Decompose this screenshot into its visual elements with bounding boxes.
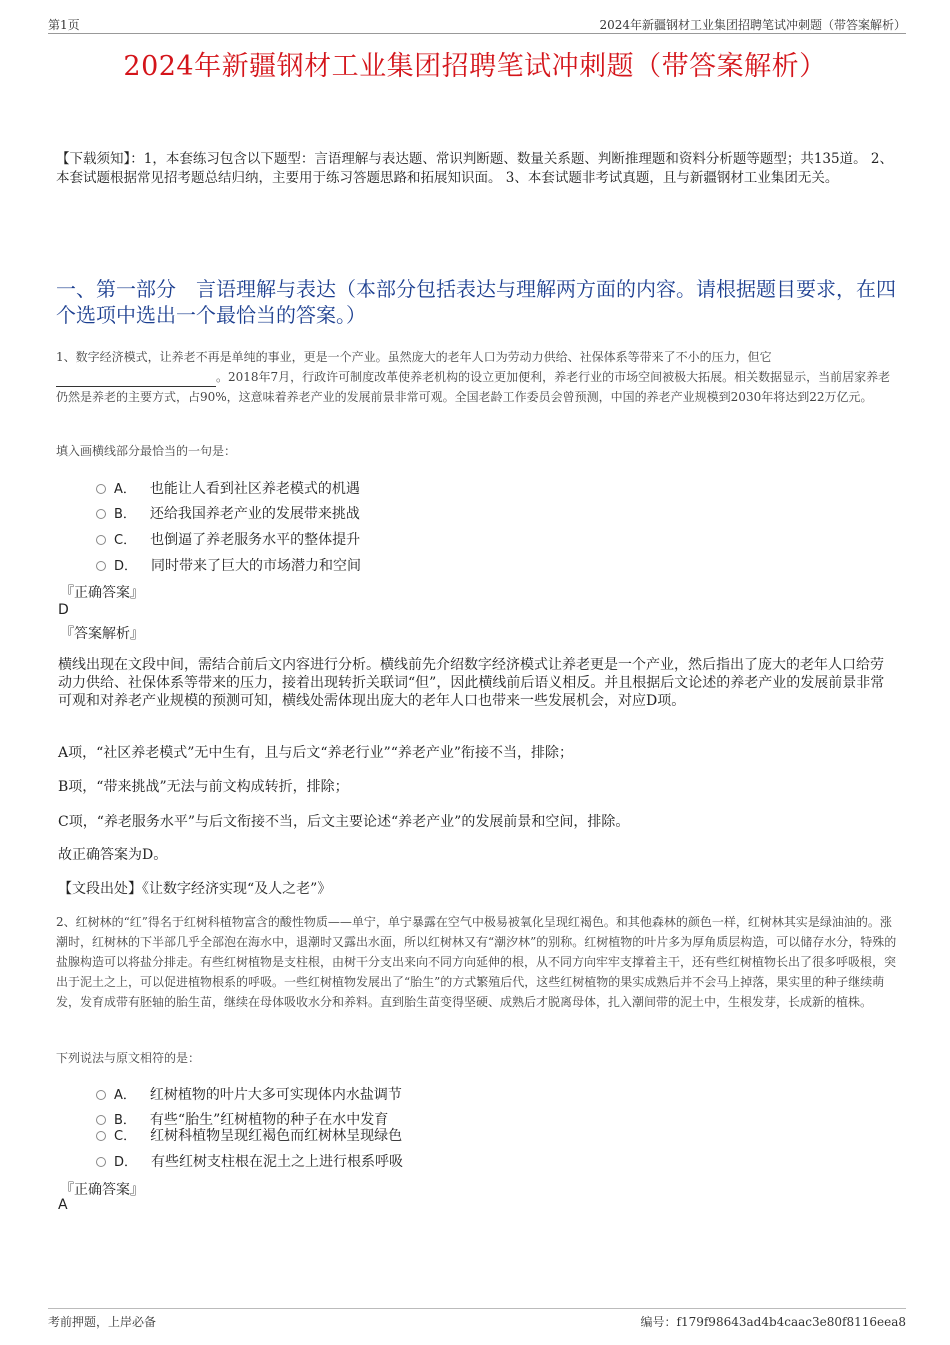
q1-analysis-label: 『答案解析』	[60, 626, 144, 642]
option-text: 也倒逼了养老服务水平的整体提升	[150, 532, 361, 548]
footer-divider	[48, 1308, 906, 1309]
option-letter: D．	[114, 559, 138, 574]
question-1-text-after: 。2018年7月，行政许可制度改革使养老机构的设立更加便利，养老行业的市场空间被极大拓展。相关数据显示，当前居家养老仍然是养老的主要方式，占90%，这意味着养老产业的发展前景非常可观。全国老龄工作委员会曾预测，中国的养老产业规模到2030年将达到22万亿元。	[56, 370, 891, 404]
q1-source: 【文段出处】《让数字经济实现“及人之老”》	[58, 881, 332, 897]
q2-option-d[interactable]	[96, 1151, 403, 1171]
header-divider	[48, 33, 906, 34]
q2-option-c[interactable]	[96, 1125, 402, 1145]
q2-option-a[interactable]	[96, 1084, 402, 1104]
q1-option-d[interactable]	[96, 555, 361, 575]
q1-explain-c: C项，“养老服务水平”与后文衔接不当，后文主要论述“养老产业”的发展前景和空间，排除。	[58, 814, 630, 830]
footer-doc-id: 编号：f179f98643ad4b4caac3e80f8116eea8	[640, 1315, 906, 1329]
page-title: 2024年新疆钢材工业集团招聘笔试冲刺题（带答案解析）	[123, 51, 827, 82]
question-2-prompt: 下列说法与原文相符的是：	[56, 1051, 201, 1065]
radio-icon[interactable]	[96, 561, 106, 571]
q1-option-a[interactable]	[96, 478, 360, 498]
radio-icon[interactable]	[96, 509, 106, 519]
radio-icon[interactable]	[96, 484, 106, 494]
option-text: 红树植物的叶片大多可实现体内水盐调节	[149, 1087, 402, 1103]
radio-icon[interactable]	[96, 1157, 106, 1167]
option-letter: A．	[114, 482, 136, 497]
q1-conclusion: 故正确答案为D。	[58, 847, 168, 863]
question-2-stem: 2、红树林的“红”得名于红树科植物富含的酸性物质——单宁，单宁暴露在空气中极易被氧化呈现红褐色。和其他森林的颜色一样，红树林其实是绿油油的。涨潮时，红树林的下半部几乎全部泡在海水中，退潮时又露出水面，所以红树林又有“潮汐林”的别称。红树植物的叶片多为厚角质层构造，可以储存水分，特殊的盐腺构造可以将盐分排走。有些红树植物是支柱根，由树干分支出来向不同方向延伸的根，从不同方向牢牢支撑着主干，还有些红树植物长出了很多呼吸根，突出于泥土之上，可以促进植物根系的呼吸。一些红树植物发展出了“胎生”的方式繁殖后代，这些红树植物的果实成熟后并不会马上掉落，果实里的种子继续萌发，发育成带有胚轴的胎生苗，继续在母体吸收水分和养料。直到胎生苗变得坚硬、成熟后才脱离母体，扎入潮间带的泥土中，生根发芽，长成新的植株。	[56, 915, 897, 1009]
option-letter: D．	[114, 1155, 138, 1170]
option-letter: C．	[114, 1129, 137, 1144]
question-1-prompt: 填入画横线部分最恰当的一句是：	[56, 444, 237, 458]
fill-blank	[56, 372, 216, 387]
radio-icon[interactable]	[96, 535, 106, 545]
radio-icon[interactable]	[96, 1115, 106, 1125]
footer-slogan: 考前押题，上岸必备	[48, 1315, 157, 1329]
option-text: 也能让人看到社区养老模式的机遇	[149, 481, 360, 497]
q2-answer-label: 『正确答案』	[60, 1182, 144, 1198]
question-1-stem	[56, 347, 898, 407]
q1-explain-a: A项，“社区养老模式”无中生有，且与后文“养老行业”“养老产业”衔接不当，排除；	[58, 745, 574, 761]
option-text: 红树科植物呈现红褐色而红树林呈现绿色	[150, 1128, 403, 1144]
q1-explain-b: B项，“带来挑战”无法与前文构成转折，排除；	[58, 779, 349, 795]
option-text: 有些红树支柱根在泥土之上进行根系呼吸	[151, 1154, 404, 1170]
q1-answer-label: 『正确答案』	[60, 585, 144, 601]
download-notice: 【下载须知】：1，本套练习包含以下题型：言语理解与表达题、常识判断题、数量关系题、判断推理题和资料分析题等题型；共135道。 2、本套试题根据常见招考题总结归纳，主要用于练习答题思路和拓展知识面。 3、本套试题非考试真题，且与新疆钢材工业集团无关。	[56, 151, 893, 186]
radio-icon[interactable]	[96, 1131, 106, 1141]
q2-answer: A	[58, 1197, 68, 1213]
q1-option-b[interactable]	[96, 503, 360, 523]
q1-analysis: 横线出现在文段中间，需结合前后文内容进行分析。横线前先介绍数字经济模式让养老更是一个产业，然后指出了庞大的老年人口给劳动力供给、社保体系等带来的压力，接着出现转折关联词“但”，因此横线前后语义相反。并且根据后文论述的养老产业的发展前景非常可观和对养老产业规模的预测可知，横线处需体现出庞大的老年人口也带来一些发展机会，对应D项。	[58, 657, 885, 709]
q1-answer: D	[58, 602, 69, 618]
question-1-text-before: 1、数字经济模式，让养老不再是单纯的事业，更是一个产业。虽然庞大的老年人口为劳动力供给、社保体系等带来了不小的压力，但它	[56, 350, 772, 364]
option-text: 有些“胎生”红树植物的种子在水中发育	[149, 1112, 389, 1128]
option-letter: C．	[114, 533, 137, 548]
header-doc-title: 2024年新疆钢材工业集团招聘笔试冲刺题（带答案解析）	[599, 18, 906, 32]
option-letter: B．	[114, 507, 136, 522]
section-heading: 一、第一部分 言语理解与表达（本部分包括表达与理解两方面的内容。请根据题目要求，在四个选项中选出一个最恰当的答案。）	[56, 277, 896, 327]
option-text: 还给我国养老产业的发展带来挑战	[149, 506, 360, 522]
q1-option-c[interactable]	[96, 529, 360, 549]
page-number: 第1页	[48, 18, 80, 32]
radio-icon[interactable]	[96, 1090, 106, 1100]
option-text: 同时带来了巨大的市场潜力和空间	[151, 558, 362, 574]
option-letter: B．	[114, 1113, 136, 1128]
option-letter: A．	[114, 1088, 136, 1103]
